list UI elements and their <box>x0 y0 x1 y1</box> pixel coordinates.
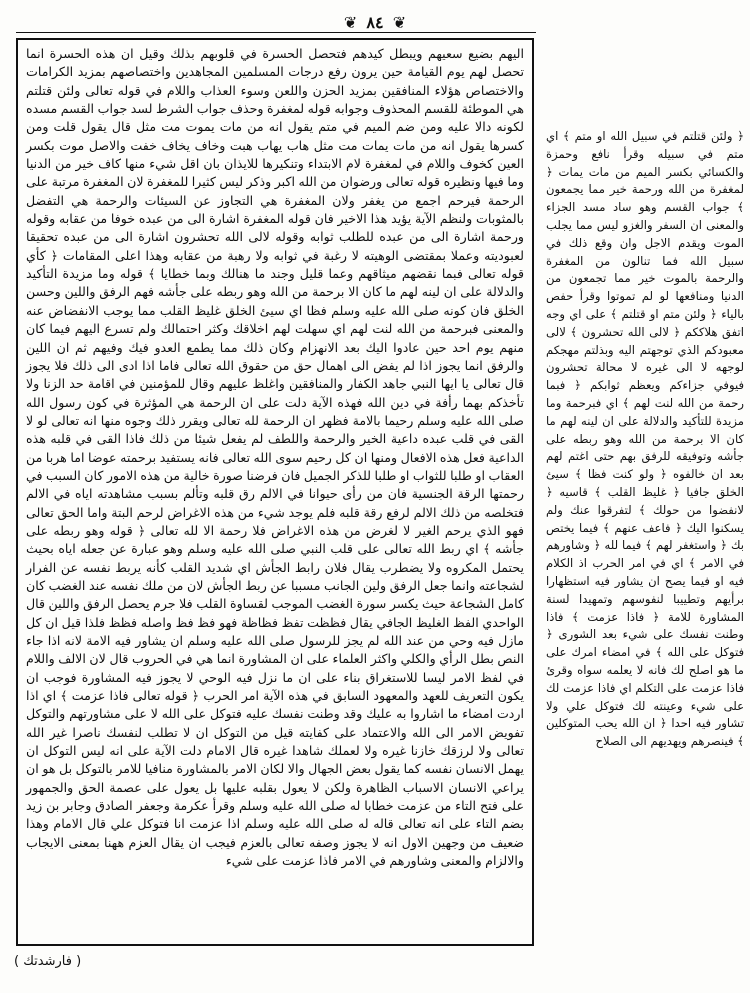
header-rule <box>16 32 536 33</box>
ornament-right: ❦ <box>392 13 407 32</box>
commentary-text <box>26 45 524 870</box>
commentary-frame <box>16 38 534 946</box>
tafsir-margin <box>546 128 744 858</box>
tafsir-margin-text: ﴿ ولئن قتلتم في سبيل الله او متم ﴾ اي متم في سبيله وقرأ نافع وحمزة والكسائي بكسر الميم من مات يمات ﴿ لمغفرة من الله ورحمة خير مما يجمعون ﴾ جواب القسم وهو ساد مسد الجزاء والمعنى ان السفر والغزو ليس مما يجلب الموت ويقدم الاجل وان وقع ذلك في سبيل الله فما تنالون من المغفرة والرحمة بالموت خير مما تجمعون من الدنيا ومنافعها لو لم تموتوا وقرأ حفص بالياء ﴿ ولئن متم او قتلتم ﴾ على اي وجه اتفق هلاككم ﴿ لالى الله تحشرون ﴾ لالى معبودكم الذي توجهتم اليه وبذلتم مهجكم لوجهه لا الى غيره لا محالة تحشرون فيوفي جزاءكم ويعظم ثوابكم ﴿ فبما رحمة من الله لنت لهم ﴾ اي فبرحمة وما مزيدة للتأكيد والدلالة على ان لينه لهم ما كان الا برحمة من الله وهو ربطه على جأشه وتوفيقه للرفق بهم حتى اغتم لهم بعد ان خالفوه ﴿ ولو كنت فظا ﴾ سيئ الخلق جافيا ﴿ غليظ القلب ﴾ قاسيه ﴿ لانفضوا من حولك ﴾ لتفرقوا عنك ولم يسكنوا اليك ﴿ فاعف عنهم ﴾ فيما يختص بك ﴿ واستغفر لهم ﴾ فيما لله ﴿ وشاورهم في الامر ﴾ اي في امر الحرب اذ الكلام فيه او فيما يصح ان يشاور فيه استظهارا برأيهم وتطييبا لنفوسهم وتمهيدا لسنة المشاورة للامة ﴿ فاذا عزمت ﴾ فاذا وطنت نفسك على شيء بعد الشورى ﴿ فتوكل على الله ﴾ في امضاء امرك على ما هو اصلح لك فانه لا يعلمه سواه وقرئ فاذا عزمت على التكلم اي فاذا عزمت لك على شيء وعينته لك فتوكل علي ولا تشاور فيه احدا ﴿ ان الله يحب المتوكلين ﴾ فينصرهم ويهديهم الى الصلاح <box>546 129 744 749</box>
page-number: ٨٤ <box>366 13 384 32</box>
page-header <box>0 12 750 32</box>
commentary-paragraph: اليهم بضيع سعيهم ويبطل كيدهم فتحصل الحسرة في قلوبهم بذلك وقيل ان هذه الحسرة انما تحصل لهم يوم القيامة حين يرون رفع درجات المسلمين المجاهدين واختصاصهم بمزيد الكرامات والاختصاص هؤلاء المنافقين بمزيد الحزن واللعن وسوء العذاب واللام في قوله تعالى ولئن قتلتم هي الموطئة للقسم المحذوف وجوابه قوله لمغفرة وحذف جواب الشرط لسد جواب القسم مسده لكونه دالا عليه ومن ضم الميم في متم يقول انه من مات يموت مت مثل قال يقول قلت ومن كسرها يقول انه من مات يمات مت مثل هاب يهاب هبت وخاف يخاف خفت والاصل موت بكسر العين كخوف واللام في لمغفرة لام الابتداء وتنكيرها للايذان بان اقل شيء منها كاف خير من الدنيا وما فيها ونظيره قوله تعالى ورضوان من الله اكبر وذكر ليس كثيرا للمغفرة لان المغفرة مرتبة على الرحمة فيرحم اجمع من يغفر ولان المغفرة هي التجاوز عن السيئات والرحمة هي التفضل بالمثوبات ولنظم الآية يؤيد هذا الاخير فان قوله المغفرة اشارة الى من عبده خوفا من عقابه وقوله ورحمة اشارة الى من عبده للطلب ثوابه وقوله لالى الله تحشرون اشارة الى من عبده تحقيقا لعبوديته وعملا بمقتضى الوهيته لا رغبة في ثوابه ولا رهبة من عقابه وهذا اعلى المقامات ﴿ كأي قوله تعالى فبما نقضهم ميثاقهم وعما قليل وجند ما هنالك وبما خطايا ﴾ قوله وما مزيدة التأكيد والدلالة على ان لينه لهم ما كان الا برحمة من الله وهو ربطه على جأشه فهم الرفق واللين وحسن الخلق فان كونه صلى الله عليه وسلم فظا اي سيئ الخلق غليظ القلب مما يوجب الانفضاض عنه والمعنى فبرحمة من الله لنت لهم اي سهلت لهم اخلاقك وكثر احتمالك ولم تسرع اليهم فيما كان منهم يوم احد حين عادوا اليك بعد الانهزام وكان ذلك مما يطمع العدو فيك وفيهم ثم ان اللين والرفق انما يجوز اذا لم يفض الى اهمال حق من حقوق الله تعالى فاما اذا ادى الى ذلك فلا يجوز قال تعالى يا ايها النبي جاهد الكفار والمنافقين واغلظ عليهم وقال للمؤمنين في اقامة حد الزنا ولا تأخذكم بهما رأفة في دين الله فهذه الآية دلت على ان الرحمة هي المؤثرة في كون رسول الله صلى الله عليه وسلم رحيما بالامة فظهر ان الرحمة لله تعالى ويقرر ذلك وجوه منها انه تعالى لو لا القى في قلب عبده داعية الخير والرحمة واللطف لم يفعل شيئا من ذلك فاذا القى في قلبه هذه الداعية فعل هذه الافعال ومنها ان كل رحيم سوى الله تعالى فانه يستفيد برحمته عوضا اما هربا من العقاب او طلبا للثواب او طلبا للذكر الجميل فان فرضنا صورة خالية من هذه الامور كان السبب في رحمتها الرقة الجنسية فان من رأى حيوانا في الالم رق قلبه وتألم بسبب مشاهدته اياه في الالم فتخلصه من ذلك الالم لرفع رقة قلبه فلم يوجد شيء من هذه الاغراض لرحم البتة واما الحق تعالى فهو الذي يرحم الغير لا لغرض من هذه الاغراض فلا رحمة الا لله تعالى ﴿ قوله وهو ربطه على جأشه ﴾ اي ربط الله تعالى على قلب النبي صلى الله عليه وسلم وهو عبارة عن جعله اياه بحيث يحتمل المكروه ولا يضطرب يقال فلان رابط الجأش اي شديد القلب كأنه يربط نفسه عن الفرار لشجاعته وانما جعل الرفق ولين الجانب مسببا عن ربط الجأش لان من ملك نفسه عند الغضب كان كامل الشجاعة حيث يكسر سورة الغضب الموجب لقساوة القلب فلا جرم يحصل الرفق واللين قال الواحدي الفظ الغليظ الجافي يقال فظظت تفظ فظاظة فهو فظ فظ واصله فظظ فلذا قيل ان كل مازل فيه وحي من عند الله لم يجز للرسول صلى الله عليه وسلم ان يشاور فيه الامة لانه اذا جاء النص بطل الرأي والكلي واكثر العلماء على ان المشاورة انما هي في الحروب قال لان الالف واللام في لفظ الامر ليسا للاستغراق بناء على ان ما نزل فيه الوحي لا يجوز فيه المشاورة فوجب ان يكون التعريف للعهد والمعهود السابق في هذه الآية امر الحرب ﴿ قوله تعالى فاذا عزمت ﴾ اي اذا اردت امضاء ما اشاروا به عليك وقد وطنت نفسك عليه فتوكل على الله لا على مشاورتهم والتوكل تفويض الامر الى الله والاعتماد على كفايته قيل من التوكل ان لا تطلب لنفسك ناصرا غير الله تعالى ولا لرزقك خازنا غيره ولا لعملك شاهدا غيره قال الامام دلت الآية على انه ليس التوكل ان يهمل الانسان نفسه كما يقول بعض الجهال والا لكان الامر بالمشاورة منافيا للامر بالتوكل بل هو ان يراعي الانسان الاسباب الظاهرة ولكن لا يعول بقلبه عليها بل يعول على عصمة الحق والجمهور على فتح التاء من عزمت خطابا له صلى الله عليه وسلم وقرأ عكرمة وجعفر الصادق وجابر بن زيد بضم التاء على انه تعالى قاله له صلى الله عليه وسلم اذا عزمت انا فتوكل علي قال الامام وهذا ضعيف من وجهين الاول انه لا يجوز وصفه تعالى بالعزم فيجب ان يقال العزم ههنا بمعنى الايجاب والالزام والمعنى وشاورهم في الامر فاذا عزمت على شيء <box>26 46 524 869</box>
ornament-left: ❦ <box>343 13 358 32</box>
catchword: ( فارشدتك ) <box>14 954 82 969</box>
